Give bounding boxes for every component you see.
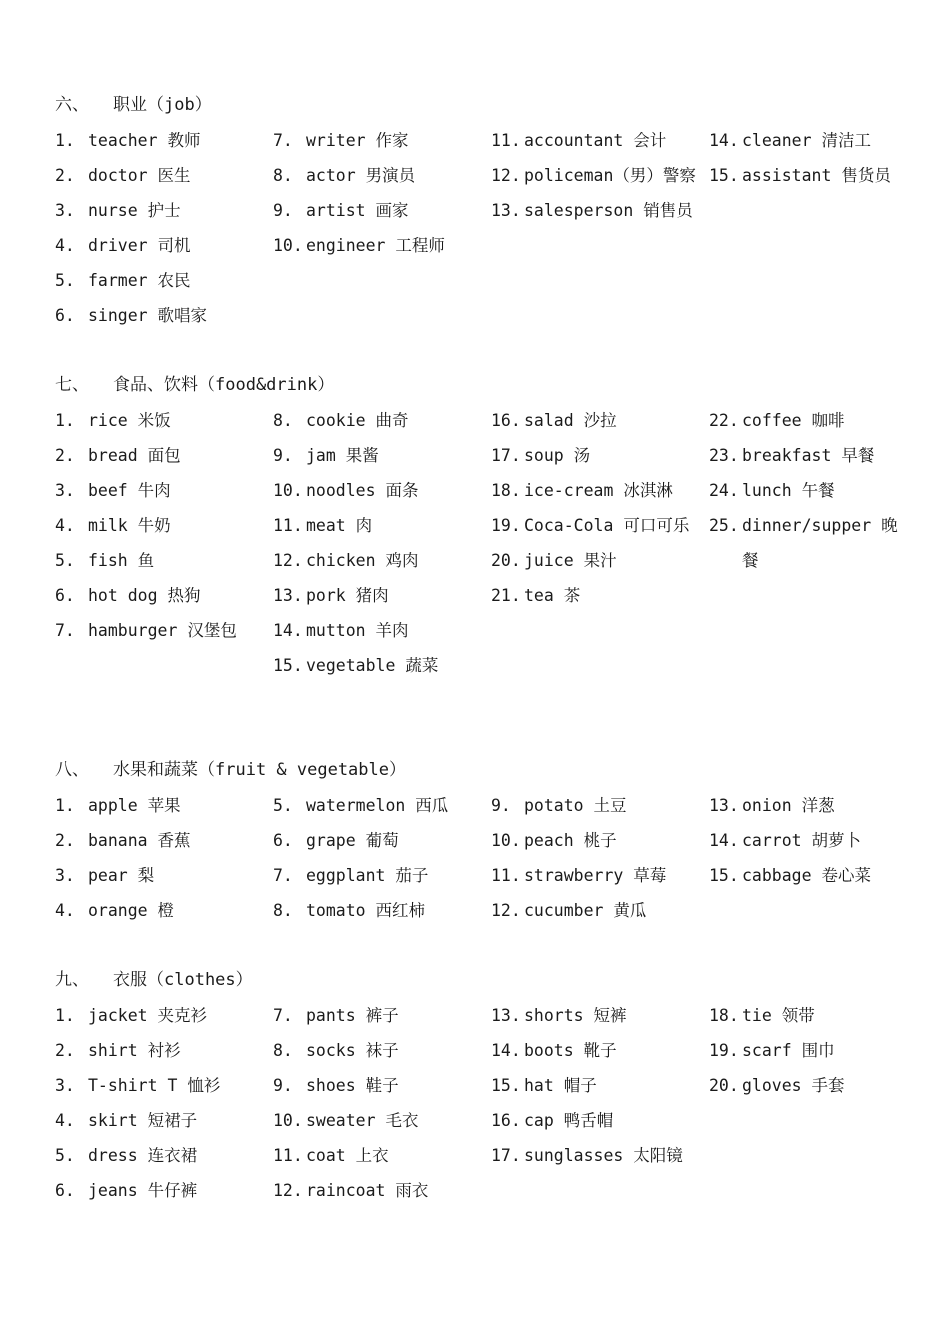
item-number: 3. — [55, 1076, 75, 1095]
item-number: 1. — [55, 1006, 75, 1025]
vocab-item — [55, 893, 273, 928]
vocab-item — [273, 1068, 491, 1103]
item-word: jeans 牛仔裤 — [88, 1181, 198, 1200]
item-word: rice 米饭 — [88, 411, 171, 430]
item-number: 2. — [55, 166, 75, 185]
item-number: 15. — [273, 656, 303, 675]
word-column — [55, 998, 273, 1208]
word-column — [55, 123, 273, 333]
section-heading: 食品、饮料（food&drink） — [113, 375, 335, 395]
vocab-item — [55, 858, 273, 893]
vocab-item — [273, 1103, 491, 1138]
vocab-item — [709, 403, 909, 438]
item-number: 23. — [709, 446, 739, 465]
item-number: 2. — [55, 831, 75, 850]
vocab-item — [55, 788, 273, 823]
vocab-item — [273, 1138, 491, 1173]
item-number: 5. — [55, 551, 75, 570]
vocab-item — [273, 998, 491, 1033]
vocab-item — [273, 508, 491, 543]
item-number: 6. — [55, 306, 75, 325]
item-number: 10. — [491, 831, 521, 850]
vocab-item — [55, 508, 273, 543]
section-title — [55, 368, 915, 403]
vocab-item — [491, 403, 709, 438]
item-number: 8. — [273, 411, 293, 430]
item-number: 11. — [273, 1146, 303, 1165]
section-number: 七、 — [55, 375, 89, 395]
section-clothes — [55, 963, 915, 1208]
item-number: 19. — [491, 516, 521, 535]
vocab-item — [709, 123, 909, 158]
item-word: boots 靴子 — [524, 1041, 617, 1060]
item-word: eggplant 茄子 — [306, 866, 429, 885]
item-word: gloves 手套 — [742, 1076, 845, 1095]
item-word: vegetable 蔬菜 — [306, 656, 439, 675]
item-number: 10. — [273, 481, 303, 500]
vocab-item — [273, 648, 491, 683]
vocab-item — [491, 1068, 709, 1103]
word-column — [55, 403, 273, 648]
item-word: onion 洋葱 — [742, 796, 835, 815]
vocab-item — [273, 788, 491, 823]
vocab-item — [709, 788, 909, 823]
vocab-item — [273, 893, 491, 928]
item-number: 4. — [55, 236, 75, 255]
item-word: writer 作家 — [306, 131, 409, 150]
item-word: tomato 西红柿 — [306, 901, 426, 920]
item-word: coffee 咖啡 — [742, 411, 845, 430]
vocab-item — [491, 123, 709, 158]
item-word: tie 领带 — [742, 1006, 815, 1025]
vocab-item — [491, 823, 709, 858]
item-number: 18. — [709, 1006, 739, 1025]
item-number: 10. — [273, 1111, 303, 1130]
section-food-drink — [55, 368, 915, 683]
vocab-item — [55, 403, 273, 438]
vocab-item — [491, 158, 709, 193]
item-word: assistant 售货员 — [742, 166, 891, 185]
item-number: 14. — [709, 131, 739, 150]
vocab-item — [273, 858, 491, 893]
item-number: 14. — [273, 621, 303, 640]
item-word: noodles 面条 — [306, 481, 419, 500]
item-number: 18. — [491, 481, 521, 500]
item-word: beef 牛肉 — [88, 481, 171, 500]
item-word: ice-cream 冰淇淋 — [524, 481, 673, 500]
item-word: dress 连衣裙 — [88, 1146, 198, 1165]
word-columns — [55, 788, 915, 928]
vocab-item — [709, 858, 909, 893]
section-heading: 水果和蔬菜（fruit & vegetable） — [113, 760, 406, 780]
item-word: cap 鸭舌帽 — [524, 1111, 614, 1130]
item-number: 15. — [491, 1076, 521, 1095]
item-number: 11. — [273, 516, 303, 535]
item-number: 2. — [55, 446, 75, 465]
item-word: driver 司机 — [88, 236, 191, 255]
section-title — [55, 88, 915, 123]
word-column — [273, 403, 491, 683]
item-number: 7. — [273, 1006, 293, 1025]
vocab-item — [273, 123, 491, 158]
vocab-item — [491, 893, 709, 928]
item-word: milk 牛奶 — [88, 516, 171, 535]
vocab-item — [709, 998, 909, 1033]
item-number: 24. — [709, 481, 739, 500]
item-word: cleaner 清洁工 — [742, 131, 871, 150]
word-column — [491, 123, 709, 228]
item-word: farmer 农民 — [88, 271, 191, 290]
vocab-item — [273, 228, 491, 263]
vocab-item — [55, 193, 273, 228]
item-word: strawberry 草莓 — [524, 866, 667, 885]
vocab-item — [55, 613, 273, 648]
item-word: pork 猪肉 — [306, 586, 389, 605]
item-word: sunglasses 太阳镜 — [524, 1146, 683, 1165]
vocab-item — [273, 1033, 491, 1068]
section-number: 九、 — [55, 970, 89, 990]
item-word: bread 面包 — [88, 446, 181, 465]
item-word: pants 裤子 — [306, 1006, 399, 1025]
item-word: policeman（男）警察 — [524, 166, 696, 185]
item-number: 20. — [491, 551, 521, 570]
item-number: 6. — [273, 831, 293, 850]
section-fruit-vegetable — [55, 753, 915, 928]
word-column — [273, 998, 491, 1208]
vocab-item — [55, 1138, 273, 1173]
item-number: 5. — [55, 1146, 75, 1165]
section-title — [55, 963, 915, 998]
vocab-item — [273, 1173, 491, 1208]
item-number: 7. — [273, 131, 293, 150]
section-heading: 职业（job） — [113, 95, 212, 115]
item-number: 8. — [273, 901, 293, 920]
vocab-item — [273, 403, 491, 438]
item-number: 8. — [273, 1041, 293, 1060]
vocab-item — [491, 438, 709, 473]
vocab-item — [55, 823, 273, 858]
item-number: 9. — [273, 446, 293, 465]
item-number: 9. — [491, 796, 511, 815]
item-number: 4. — [55, 516, 75, 535]
word-columns — [55, 998, 915, 1208]
item-word: peach 桃子 — [524, 831, 617, 850]
vocab-item — [273, 158, 491, 193]
item-word: apple 苹果 — [88, 796, 181, 815]
item-number: 15. — [709, 166, 739, 185]
vocab-item — [55, 228, 273, 263]
item-word: meat 肉 — [306, 516, 373, 535]
item-number: 7. — [273, 866, 293, 885]
vocab-item — [491, 1138, 709, 1173]
item-number: 6. — [55, 1181, 75, 1200]
vocab-item — [55, 998, 273, 1033]
item-word: hat 帽子 — [524, 1076, 597, 1095]
item-word: cookie 曲奇 — [306, 411, 409, 430]
vocab-item — [491, 578, 709, 613]
section-heading: 衣服（clothes） — [113, 970, 253, 990]
vocab-item — [273, 193, 491, 228]
item-word: actor 男演员 — [306, 166, 416, 185]
item-word: T-shirt T 恤衫 — [88, 1076, 221, 1095]
item-word: mutton 羊肉 — [306, 621, 409, 640]
vocab-item — [273, 438, 491, 473]
item-word: scarf 围巾 — [742, 1041, 835, 1060]
item-number: 3. — [55, 481, 75, 500]
vocab-item — [491, 473, 709, 508]
vocab-item — [709, 438, 909, 473]
item-number: 9. — [273, 1076, 293, 1095]
item-number: 3. — [55, 201, 75, 220]
word-column — [491, 403, 709, 613]
item-word: carrot 胡萝卜 — [742, 831, 862, 850]
item-number: 12. — [273, 551, 303, 570]
vocab-item — [273, 473, 491, 508]
item-number: 3. — [55, 866, 75, 885]
item-number: 10. — [273, 236, 303, 255]
item-word: cucumber 黄瓜 — [524, 901, 647, 920]
item-word: artist 画家 — [306, 201, 409, 220]
vocab-item — [491, 1033, 709, 1068]
item-number: 13. — [709, 796, 739, 815]
vocab-item — [491, 543, 709, 578]
item-number: 4. — [55, 901, 75, 920]
vocab-item — [55, 298, 273, 333]
item-number: 11. — [491, 131, 521, 150]
vocab-item — [55, 473, 273, 508]
item-word: accountant 会计 — [524, 131, 667, 150]
item-number: 15. — [709, 866, 739, 885]
vocab-item — [491, 998, 709, 1033]
item-number: 7. — [55, 621, 75, 640]
item-word: fish 鱼 — [88, 551, 155, 570]
item-word: dinner/supper 晚餐 — [742, 516, 898, 570]
item-number: 4. — [55, 1111, 75, 1130]
vocabulary-document — [55, 88, 915, 1208]
item-word: hot dog 热狗 — [88, 586, 201, 605]
word-columns — [55, 403, 915, 683]
item-word: breakfast 早餐 — [742, 446, 875, 465]
vocab-item — [709, 1068, 909, 1103]
item-number: 20. — [709, 1076, 739, 1095]
section-title — [55, 753, 915, 788]
word-columns — [55, 123, 915, 333]
vocab-item — [273, 543, 491, 578]
item-number: 1. — [55, 131, 75, 150]
item-number: 12. — [273, 1181, 303, 1200]
vocab-item — [273, 613, 491, 648]
item-word: potato 土豆 — [524, 796, 627, 815]
item-word: sweater 毛衣 — [306, 1111, 419, 1130]
item-number: 1. — [55, 411, 75, 430]
item-word: teacher 教师 — [88, 131, 201, 150]
word-column — [273, 788, 491, 928]
word-column — [709, 788, 909, 893]
word-column — [491, 998, 709, 1173]
item-number: 11. — [491, 866, 521, 885]
word-column — [273, 123, 491, 263]
item-word: lunch 午餐 — [742, 481, 835, 500]
vocab-item — [55, 1173, 273, 1208]
vocab-item — [55, 1033, 273, 1068]
word-column — [55, 788, 273, 928]
vocab-item — [491, 508, 709, 543]
word-column — [709, 998, 909, 1103]
item-word: skirt 短裙子 — [88, 1111, 198, 1130]
item-word: salad 沙拉 — [524, 411, 617, 430]
item-number: 14. — [709, 831, 739, 850]
item-word: salesperson 销售员 — [524, 201, 693, 220]
section-number: 六、 — [55, 95, 89, 115]
vocab-item — [55, 263, 273, 298]
item-number: 8. — [273, 166, 293, 185]
item-word: grape 葡萄 — [306, 831, 399, 850]
vocab-item — [709, 473, 909, 508]
item-number: 22. — [709, 411, 739, 430]
vocab-item — [709, 158, 909, 193]
item-number: 5. — [55, 271, 75, 290]
item-number: 2. — [55, 1041, 75, 1060]
item-number: 5. — [273, 796, 293, 815]
word-column — [709, 403, 909, 578]
vocab-item — [55, 123, 273, 158]
item-word: socks 袜子 — [306, 1041, 399, 1060]
item-word: singer 歌唱家 — [88, 306, 208, 325]
word-column — [709, 123, 909, 193]
item-word: shoes 鞋子 — [306, 1076, 399, 1095]
item-number: 25. — [709, 516, 739, 535]
item-word: engineer 工程师 — [306, 236, 445, 255]
vocab-item — [55, 543, 273, 578]
item-number: 13. — [273, 586, 303, 605]
item-word: jacket 夹克衫 — [88, 1006, 208, 1025]
item-number: 9. — [273, 201, 293, 220]
vocab-item — [55, 438, 273, 473]
vocab-item — [491, 788, 709, 823]
item-word: hamburger 汉堡包 — [88, 621, 237, 640]
item-number: 1. — [55, 796, 75, 815]
item-word: doctor 医生 — [88, 166, 191, 185]
vocab-item — [491, 1103, 709, 1138]
vocab-item — [55, 578, 273, 613]
vocab-item — [273, 823, 491, 858]
item-word: raincoat 雨衣 — [306, 1181, 429, 1200]
item-word: watermelon 西瓜 — [306, 796, 449, 815]
item-word: shorts 短裤 — [524, 1006, 627, 1025]
item-word: juice 果汁 — [524, 551, 617, 570]
item-number: 13. — [491, 1006, 521, 1025]
vocab-item — [491, 858, 709, 893]
item-number: 6. — [55, 586, 75, 605]
item-number: 12. — [491, 166, 521, 185]
item-word: banana 香蕉 — [88, 831, 191, 850]
vocab-item — [273, 578, 491, 613]
item-number: 16. — [491, 1111, 521, 1130]
item-number: 21. — [491, 586, 521, 605]
item-word: tea 茶 — [524, 586, 581, 605]
item-word: Coca-Cola 可口可乐 — [524, 516, 690, 535]
item-number: 16. — [491, 411, 521, 430]
vocab-item — [55, 158, 273, 193]
vocab-item — [491, 193, 709, 228]
item-word: orange 橙 — [88, 901, 175, 920]
section-jobs — [55, 88, 915, 333]
item-number: 14. — [491, 1041, 521, 1060]
item-word: chicken 鸡肉 — [306, 551, 419, 570]
item-number: 19. — [709, 1041, 739, 1060]
item-number: 12. — [491, 901, 521, 920]
item-number: 17. — [491, 446, 521, 465]
item-word: coat 上衣 — [306, 1146, 389, 1165]
vocab-item — [709, 1033, 909, 1068]
item-word: shirt 衬衫 — [88, 1041, 181, 1060]
item-word: jam 果酱 — [306, 446, 379, 465]
item-number: 13. — [491, 201, 521, 220]
item-word: pear 梨 — [88, 866, 155, 885]
section-number: 八、 — [55, 760, 89, 780]
item-word: soup 汤 — [524, 446, 591, 465]
vocab-item — [55, 1068, 273, 1103]
vocab-item — [55, 1103, 273, 1138]
word-column — [491, 788, 709, 928]
item-number: 17. — [491, 1146, 521, 1165]
item-word: cabbage 卷心菜 — [742, 866, 871, 885]
vocab-item — [709, 823, 909, 858]
vocab-item — [709, 508, 909, 578]
item-word: nurse 护士 — [88, 201, 181, 220]
